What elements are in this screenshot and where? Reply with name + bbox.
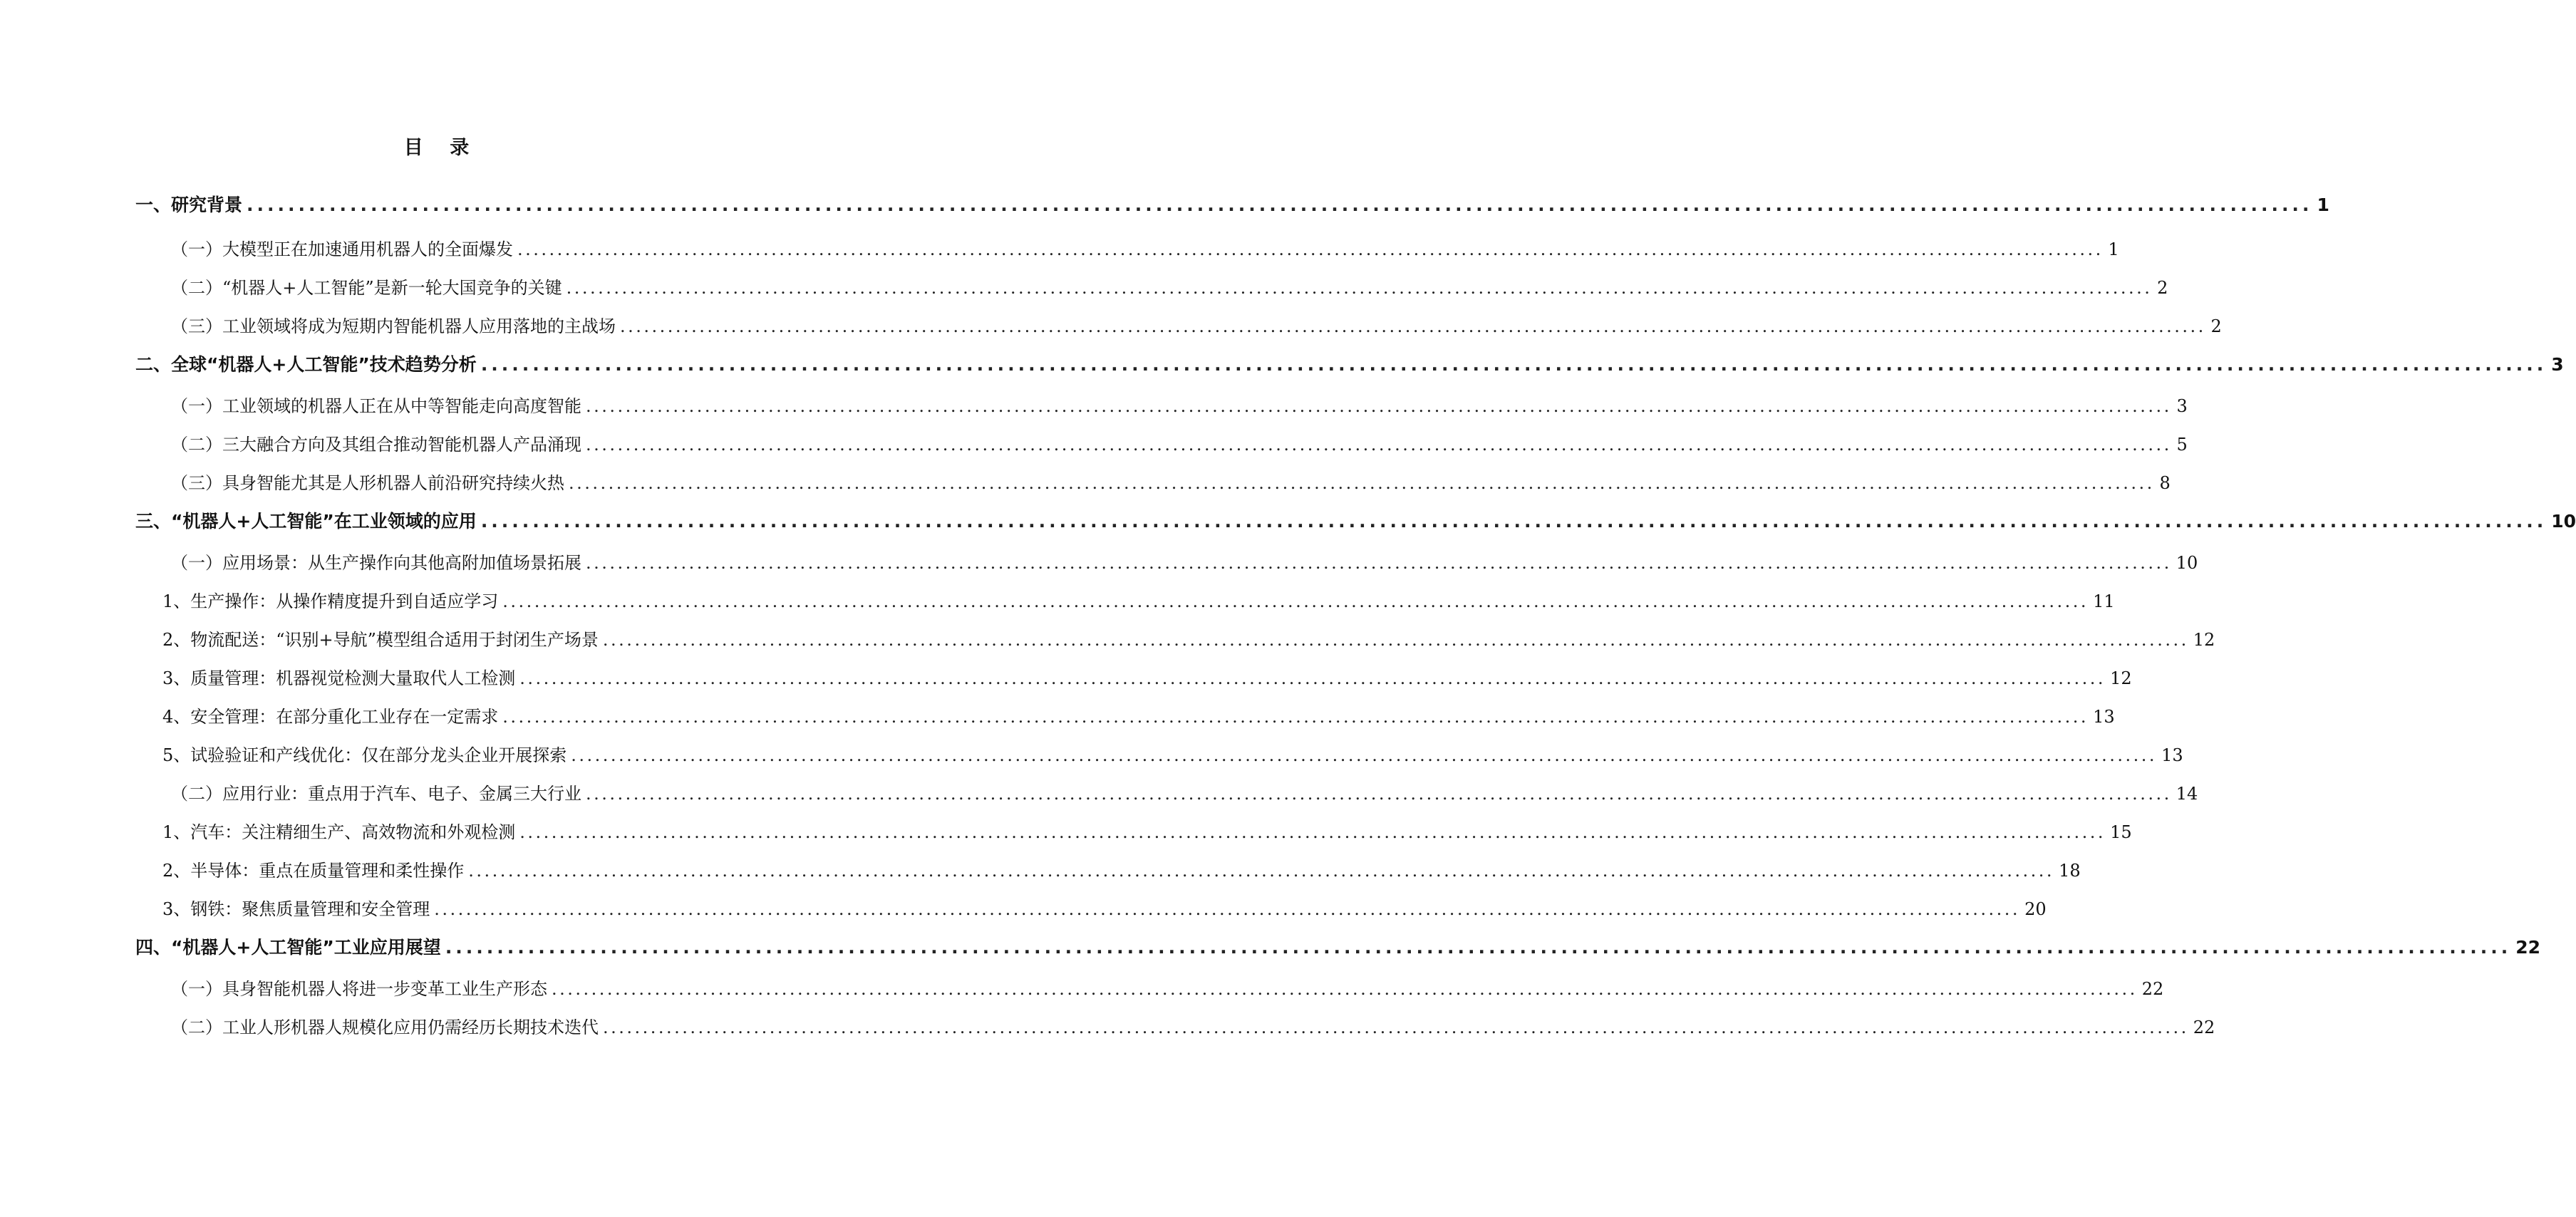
toc-entry[interactable]: [171, 975, 2164, 1003]
toc-entry-label: （二）应用行业：重点用于汽车、电子、金属三大行业: [171, 784, 581, 804]
toc-page-number: 3: [2551, 354, 2564, 375]
toc-entry[interactable]: [171, 469, 2171, 497]
toc-entry-label: 2、物流配送：“识别+导航”模型组合适用于封闭生产场景: [162, 630, 599, 650]
toc-entry-label: （三）具身智能尤其是人形机器人前沿研究持续火热: [171, 473, 564, 493]
toc-leader-dots: ........................................................................................................................................................................................................: [502, 591, 2089, 611]
toc-page-number: 11: [2093, 591, 2115, 611]
toc-entry-label: 1、汽车：关注精细生产、高效物流和外观检测: [162, 822, 516, 842]
toc-entry[interactable]: [171, 549, 2198, 577]
toc-page-number: 22: [2193, 1017, 2215, 1037]
toc-page-number: 13: [2093, 707, 2115, 727]
toc-entry-label: 4、安全管理：在部分重化工业存在一定需求: [162, 707, 499, 727]
toc-page-number: 5: [2176, 435, 2188, 455]
toc-entry-label: 3、质量管理：机器视觉检测大量取代人工检测: [162, 668, 516, 688]
toc-entry-label: 三、“机器人+人工智能”在工业领域的应用: [135, 511, 477, 532]
toc-leader-dots: ........................................................................................................................................................................................................: [434, 899, 2021, 919]
toc-entry-label: 3、钢铁：聚焦质量管理和安全管理: [162, 899, 430, 919]
toc-entry[interactable]: [162, 703, 2115, 731]
toc-leader-dots: ........................................................................................................................................................................................................: [566, 278, 2153, 298]
toc-entry-label: （一）工业领域的机器人正在从中等智能走向高度智能: [171, 396, 581, 416]
toc-entry[interactable]: [135, 191, 2329, 219]
toc-page-number: 18: [2059, 861, 2081, 881]
toc-page-number: 2: [2157, 278, 2168, 298]
toc-entry[interactable]: [162, 741, 2183, 770]
toc-entry-label: （二）工业人形机器人规模化应用仍需经历长期技术迭代: [171, 1017, 599, 1037]
toc-page-number: 14: [2176, 784, 2198, 804]
toc-leader-dots: ........................................................................................................................................................................................................: [480, 511, 2547, 532]
toc-leader-dots: ........................................................................................................................................................................................................: [468, 861, 2055, 881]
toc-leader-dots: ........................................................................................................................................................................................................: [569, 473, 2155, 493]
toc-page-number: 1: [2317, 195, 2329, 215]
toc-leader-dots: ........................................................................................................................................................................................................: [586, 784, 2172, 804]
toc-leader-dots: ........................................................................................................................................................................................................: [445, 937, 2512, 958]
toc-entry-label: 二、全球“机器人+人工智能”技术趋势分析: [135, 354, 477, 375]
toc-entry[interactable]: [171, 312, 2222, 341]
toc-page-number: 2: [2210, 316, 2222, 336]
toc-entry[interactable]: [162, 895, 2047, 923]
toc-leader-dots: ........................................................................................................................................................................................................: [552, 979, 2138, 999]
toc-leader-dots: ........................................................................................................................................................................................................: [586, 435, 2172, 455]
toc-leader-dots: ........................................................................................................................................................................................................: [480, 354, 2547, 375]
toc-entry[interactable]: [162, 856, 2081, 885]
toc-leader-dots: ........................................................................................................................................................................................................: [247, 195, 2313, 215]
toc-entry-label: （二）三大融合方向及其组合推动智能机器人产品涌现: [171, 435, 581, 455]
toc-page-number: 12: [2193, 630, 2215, 650]
toc-entry[interactable]: [135, 933, 2541, 962]
toc-title: 目 录: [403, 137, 480, 159]
toc-leader-dots: ........................................................................................................................................................................................................: [586, 396, 2172, 416]
toc-entry[interactable]: [171, 392, 2188, 420]
toc-page-number: 12: [2110, 668, 2132, 688]
toc-entry-label: 5、试验验证和产线优化：仅在部分龙头企业开展探索: [162, 745, 567, 765]
toc-page-number: 10: [2551, 511, 2576, 532]
toc-entry-label: 2、半导体：重点在质量管理和柔性操作: [162, 861, 465, 881]
toc-page-number: 1: [2108, 239, 2119, 259]
toc-page-number: 13: [2161, 745, 2183, 765]
toc-entry-label: 1、生产操作：从操作精度提升到自适应学习: [162, 591, 499, 611]
toc-entry[interactable]: [171, 1013, 2215, 1042]
toc-entry[interactable]: [135, 507, 2576, 536]
toc-entry-label: （一）大模型正在加速通用机器人的全面爆发: [171, 239, 513, 259]
toc-leader-dots: ........................................................................................................................................................................................................: [571, 745, 2158, 765]
toc-leader-dots: ........................................................................................................................................................................................................: [603, 1017, 2189, 1037]
toc-entry[interactable]: [171, 235, 2119, 264]
toc-entry[interactable]: [171, 780, 2198, 808]
toc-entry[interactable]: [171, 430, 2188, 459]
toc-entry-label: （一）具身智能机器人将进一步变革工业生产形态: [171, 979, 547, 999]
toc-leader-dots: ........................................................................................................................................................................................................: [517, 239, 2104, 259]
toc-entry-label: （三）工业领域将成为短期内智能机器人应用落地的主战场: [171, 316, 616, 336]
toc-entry-label: 一、研究背景: [135, 195, 243, 215]
toc-page-number: 22: [2515, 937, 2541, 958]
toc-leader-dots: ........................................................................................................................................................................................................: [620, 316, 2206, 336]
toc-entry-label: （一）应用场景：从生产操作向其他高附加值场景拓展: [171, 553, 581, 573]
toc-page-number: 15: [2110, 822, 2132, 842]
toc-entry[interactable]: [162, 587, 2115, 616]
toc-leader-dots: ........................................................................................................................................................................................................: [502, 707, 2089, 727]
toc-page-number: 10: [2176, 553, 2198, 573]
toc-leader-dots: ........................................................................................................................................................................................................: [586, 553, 2172, 573]
toc-page-number: 20: [2024, 899, 2047, 919]
toc-entry[interactable]: [135, 351, 2564, 379]
toc-entry[interactable]: [162, 664, 2132, 693]
toc-page-number: 22: [2141, 979, 2164, 999]
toc-entry[interactable]: [162, 818, 2132, 846]
toc-entry[interactable]: [171, 274, 2168, 302]
toc-entry-label: （二）“机器人+人工智能”是新一轮大国竞争的关键: [171, 278, 562, 298]
toc-leader-dots: ........................................................................................................................................................................................................: [519, 668, 2106, 688]
toc-entry-label: 四、“机器人+人工智能”工业应用展望: [135, 937, 441, 958]
toc-page-number: 8: [2159, 473, 2171, 493]
toc-leader-dots: ........................................................................................................................................................................................................: [519, 822, 2106, 842]
toc-entry[interactable]: [162, 626, 2215, 654]
toc-leader-dots: ........................................................................................................................................................................................................: [602, 630, 2189, 650]
toc-page-number: 3: [2176, 396, 2188, 416]
